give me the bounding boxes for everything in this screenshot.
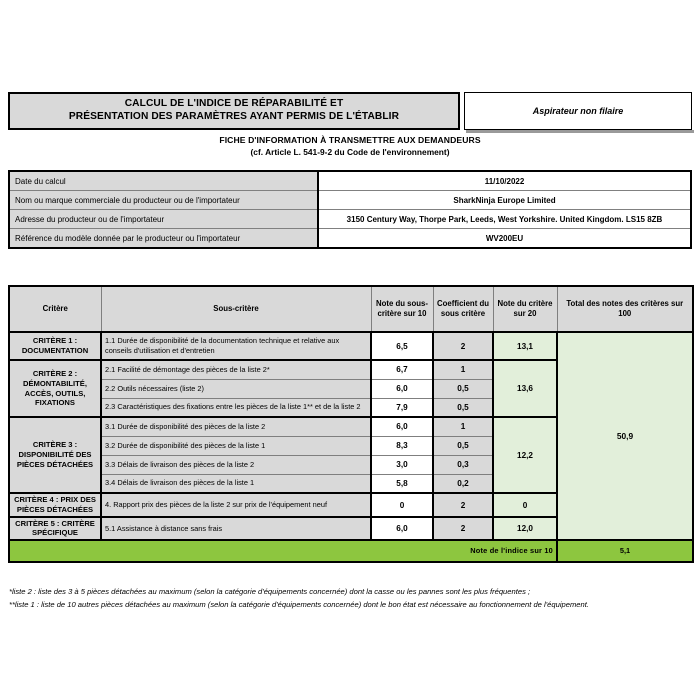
final-score-label: Note de l'indice sur 10 (9, 540, 557, 562)
sous-critere-1-1: 1.1 Durée de disponibilité de la documentation technique et relative aux conseils d'utilisation et d'entretien (101, 332, 371, 360)
table-row (9, 332, 693, 360)
coef-3-3: 0,3 (433, 455, 493, 474)
note-3-3: 3,0 (371, 455, 433, 474)
document-header-band (8, 92, 692, 130)
note-3-2: 8,3 (371, 436, 433, 455)
total-score-cell: 50,9 (557, 332, 693, 540)
sous-critere-3-4: 3.4 Délais de livraison des pièces de la liste 1 (101, 474, 371, 493)
coef-2-1: 1 (433, 360, 493, 379)
column-header-note-sous-critere: Note du sous-critère sur 10 (371, 286, 433, 332)
sous-critere-2-1: 2.1 Facilité de démontage des pièces de la liste 2* (101, 360, 371, 379)
coef-3-4: 0,2 (433, 474, 493, 493)
note-critere-5: 12,0 (493, 517, 557, 540)
subtitle-line-2: (cf. Article L. 541-9-2 du Code de l'environnement) (250, 147, 450, 158)
note-2-1: 6,7 (371, 360, 433, 379)
final-score-row (9, 540, 693, 562)
document-subtitle (0, 134, 700, 159)
column-header-critere: Critère (9, 286, 101, 332)
document-title-box (8, 92, 460, 130)
coef-2-2: 0,5 (433, 379, 493, 398)
note-critere-2: 13,6 (493, 360, 557, 417)
note-4-1: 0 (371, 493, 433, 517)
table-header-row (9, 286, 693, 332)
info-value-date: 11/10/2022 (318, 171, 691, 191)
column-header-note-critere: Note du critère sur 20 (493, 286, 557, 332)
note-critere-3: 12,2 (493, 417, 557, 493)
coef-4-1: 2 (433, 493, 493, 517)
info-value-address: 3150 Century Way, Thorpe Park, Leeds, West Yorkshire. United Kingdom. LS15 8ZB (318, 210, 691, 229)
sous-critere-3-3: 3.3 Délais de livraison des pièces de la liste 2 (101, 455, 371, 474)
info-label-brand: Nom ou marque commerciale du producteur ou de l'importateur (9, 191, 318, 210)
note-5-1: 6,0 (371, 517, 433, 540)
critere-name-3: CRITÈRE 3 : DISPONIBILITÉ DES PIÈCES DÉTACHÉES (9, 417, 101, 493)
coef-2-3: 0,5 (433, 398, 493, 417)
table-row (9, 191, 691, 210)
coef-5-1: 2 (433, 517, 493, 540)
document-title-line-1: CALCUL DE L'INDICE DE RÉPARABILITÉ ET (124, 98, 344, 110)
info-label-address: Adresse du producteur ou de l'importateur (9, 210, 318, 229)
coef-1-1: 2 (433, 332, 493, 360)
footnotes-section (9, 586, 693, 611)
info-label-model: Référence du modèle donnée par le producteur ou l'importateur (9, 229, 318, 249)
note-2-2: 6,0 (371, 379, 433, 398)
critere-name-4: CRITÈRE 4 : PRIX DES PIÈCES DÉTACHÉES (9, 493, 101, 517)
footnote-liste-1: **liste 1 : liste de 10 autres pièces détachées au maximum (selon la catégorie d'équipements concernée) dont le bon état est nécessaire au fonctionnement de l'équipement. (9, 599, 589, 609)
info-value-brand: SharkNinja Europe Limited (318, 191, 691, 210)
coef-3-1: 1 (433, 417, 493, 436)
sous-critere-2-3: 2.3 Caractéristiques des fixations entre les pièces de la liste 1** et de la liste 2 (101, 398, 371, 417)
product-type-label: Aspirateur non filaire (532, 106, 624, 116)
info-value-model: WV200EU (318, 229, 691, 249)
column-header-total: Total des notes des critères sur 100 (557, 286, 693, 332)
coef-3-2: 0,5 (433, 436, 493, 455)
footnote-liste-2: *liste 2 : liste des 3 à 5 pièces détachées au maximum (selon la catégorie d'équipements concernée) dont la casse ou les pannes sont les plus fréquentes ; (9, 587, 531, 596)
final-score-value: 5,1 (557, 540, 693, 562)
column-header-sous-critere: Sous-critère (101, 286, 371, 332)
info-label-date: Date du calcul (9, 171, 318, 191)
sous-critere-2-2: 2.2 Outils nécessaires (liste 2) (101, 379, 371, 398)
document-title-line-2: PRÉSENTATION DES PARAMÈTRES AYANT PERMIS DE L'ÉTABLIR (68, 111, 400, 122)
subtitle-line-1: FICHE D'INFORMATION À TRANSMETTRE AUX DEMANDEURS (219, 135, 481, 145)
table-row (9, 210, 691, 229)
note-3-4: 5,8 (371, 474, 433, 493)
critere-name-2: CRITÈRE 2 : DÉMONTABILITÉ, ACCÈS, OUTILS, FIXATIONS (9, 360, 101, 417)
note-critere-1: 13,1 (493, 332, 557, 360)
table-row (9, 171, 691, 191)
table-row (9, 229, 691, 249)
note-3-1: 6,0 (371, 417, 433, 436)
repairability-scoring-table (8, 285, 694, 563)
sous-critere-4-1: 4. Rapport prix des pièces de la liste 2 sur prix de l'équipement neuf (101, 493, 371, 517)
note-1-1: 6,5 (371, 332, 433, 360)
sous-critere-3-2: 3.2 Durée de disponibilité des pièces de la liste 1 (101, 436, 371, 455)
manufacturer-info-table (8, 170, 692, 249)
critere-name-1: CRITÈRE 1 : DOCUMENTATION (9, 332, 101, 360)
sous-critere-3-1: 3.1 Durée de disponibilité des pièces de la liste 2 (101, 417, 371, 436)
critere-name-5: CRITÈRE 5 : CRITÈRE SPÉCIFIQUE (9, 517, 101, 540)
note-2-3: 7,9 (371, 398, 433, 417)
product-type-box (464, 92, 692, 130)
column-header-coefficient: Coefficient du sous critère (433, 286, 493, 332)
sous-critere-5-1: 5.1 Assistance à distance sans frais (101, 517, 371, 540)
note-critere-4: 0 (493, 493, 557, 517)
